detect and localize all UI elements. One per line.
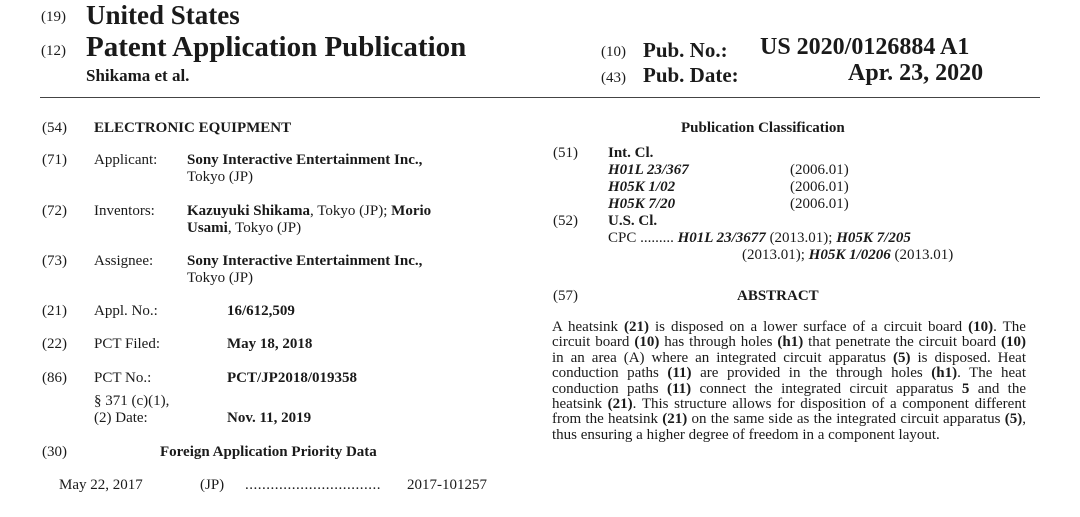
pct-filed-value: May 18, 2018 [227,336,313,352]
s371-date-value: Nov. 11, 2019 [227,410,312,426]
inventors-label: Inventors: [94,203,155,219]
code-43: (43) [601,70,626,86]
pub-no: US 2020/0126884 A1 [760,34,970,60]
applicant-label: Applicant: [94,152,158,168]
abstract-fragment: in an area (A) where an integrated circuit apparatus [552,349,893,366]
int-cl-label: Int. Cl. [608,145,654,161]
code-30: (30) [42,444,67,460]
invention-title: ELECTRONIC EQUIPMENT [94,120,292,136]
pct-no-label: PCT No.: [94,370,152,386]
inventors-line-1: Kazuyuki Shikama, Tokyo (JP); Morio [187,203,432,219]
pct-no-value: PCT/JP2018/019358 [227,370,357,386]
abstract-fragment: . This structure allows for disposition of a component different from the heatsink [552,396,1026,428]
priority-date: May 22, 2017 [59,477,143,493]
code-51: (51) [553,145,578,161]
header-divider [40,97,1040,98]
code-72: (72) [42,203,67,219]
abstract-fragment: A heatsink [552,319,624,335]
publication-type: Patent Application Publication [86,31,467,63]
priority-country: (JP) [200,477,225,493]
pub-date: Apr. 23, 2020 [848,60,984,86]
code-73: (73) [42,253,67,269]
abstract-reference: (10) [1001,334,1027,351]
applicant-name: Sony Interactive Entertainment Inc., [187,152,423,168]
abstract-fragment: . The heat conduction paths [552,365,1026,397]
int-cl-year: (2006.01) [790,179,849,195]
cpc-line-1: CPC ......... H01L 23/3677 (2013.01); H05K 7/205 [608,230,911,246]
assignee-name: Sony Interactive Entertainment Inc., [187,253,423,269]
abstract-reference: (10) [968,319,994,335]
code-57: (57) [553,288,578,304]
code-12: (12) [41,43,66,59]
abstract-fragment: is disposed. Heat conduction paths [552,349,1026,382]
assignee-label: Assignee: [94,253,154,269]
priority-leader-dots: ................................ [245,477,381,493]
abstract-fragment: on the same side as the integrated circuit apparatus [687,411,1005,428]
abstract-fragment: . The circuit board [552,319,1026,351]
abstract-reference: (h1) [777,334,804,351]
abstract-fragment: , thus ensuring a higher degree of freedom in a component layout. [552,411,1026,443]
authors: Shikama et al. [86,66,190,85]
abstract-reference: (21) [662,411,688,428]
abstract-reference: (21) [607,396,633,413]
int-cl-class: H05K 1/02 [608,179,676,195]
int-cl-year: (2006.01) [790,196,849,212]
s371-label-1: § 371 (c)(1), [94,393,170,409]
code-19: (19) [41,9,66,25]
abstract-fragment: that penetrate the circuit board [803,334,1002,351]
applicant-location: Tokyo (JP) [187,169,254,185]
abstract-reference: (h1) [931,365,958,382]
code-10: (10) [601,44,626,60]
abstract-heading: ABSTRACT [737,288,819,304]
abstract-reference: (21) [623,319,649,335]
abstract-fragment: has through holes [659,334,778,351]
abstract-fragment: connect the integrated circuit apparatus [691,380,962,397]
cpc-line-2: (2013.01); H05K 1/0206 (2013.01) [742,247,954,263]
abstract-reference: 5 [961,380,970,397]
abstract-fragment: is disposed on a lower surface of a circuit board [648,319,969,335]
abstract-reference: (5) [892,349,911,366]
code-86: (86) [42,370,67,386]
code-52: (52) [553,213,578,229]
abstract-reference: (10) [634,334,660,351]
abstract-reference: (11) [667,365,692,382]
pub-no-label: Pub. No.: [643,38,728,62]
int-cl-class: H01L 23/367 [608,162,689,178]
appl-no-value: 16/612,509 [227,303,295,319]
abstract-fragment: are provided in the through holes [691,365,932,382]
abstract-fragment: and the heatsink [552,380,1026,413]
int-cl-year: (2006.01) [790,162,849,178]
country-title: United States [86,0,240,30]
appl-no-label: Appl. No.: [94,303,158,319]
code-22: (22) [42,336,67,352]
pct-filed-label: PCT Filed: [94,336,160,352]
pub-date-label: Pub. Date: [643,63,739,87]
us-cl-label: U.S. Cl. [608,213,658,229]
classification-heading: Publication Classification [681,120,845,136]
int-cl-class: H05K 7/20 [608,196,676,212]
s371-label-2: (2) Date: [94,410,148,426]
inventors-line-2: Usami, Tokyo (JP) [187,220,302,236]
abstract-reference: (5) [1004,411,1023,428]
assignee-location: Tokyo (JP) [187,270,254,286]
code-71: (71) [42,152,67,168]
abstract-text [552,320,1026,443]
code-54: (54) [42,120,67,136]
priority-number: 2017-101257 [407,477,487,493]
abstract-reference: (11) [666,380,692,397]
code-21: (21) [42,303,67,319]
foreign-priority-heading: Foreign Application Priority Data [160,444,377,460]
